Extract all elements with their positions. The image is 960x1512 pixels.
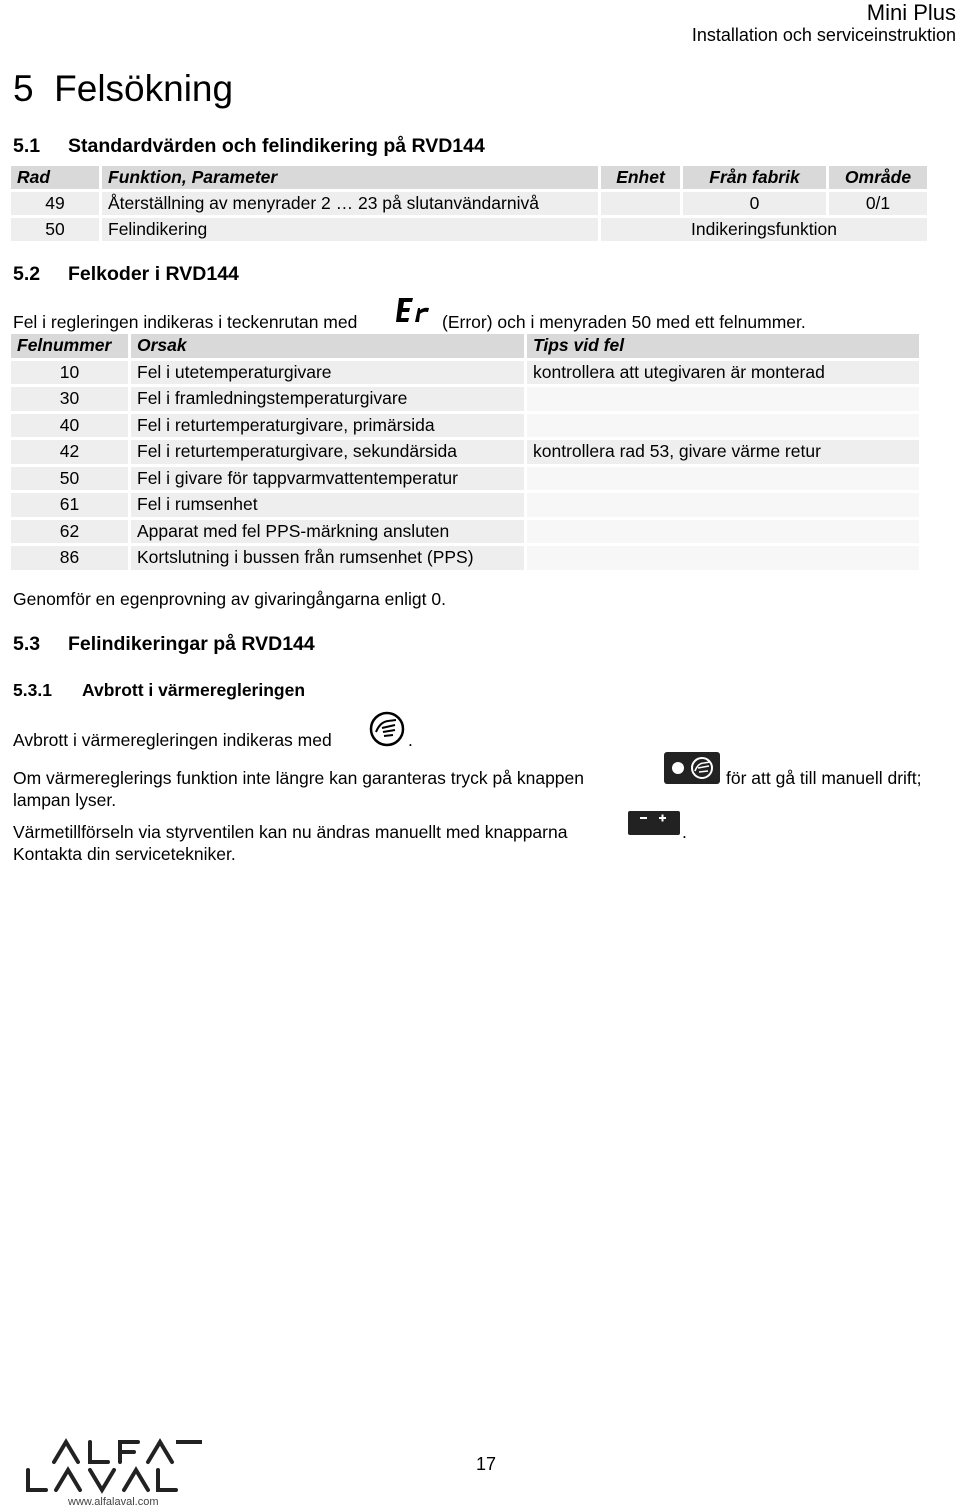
cell-indikering: Indikeringsfunktion (601, 218, 927, 241)
cell-tips (527, 546, 919, 570)
er-display-icon (396, 296, 436, 326)
col-omrade: Område (829, 166, 927, 189)
contact-text: Kontakta din servicetekniker. (13, 844, 236, 864)
cell-orsak: Apparat med fel PPS-märkning ansluten (131, 520, 524, 544)
interrupt-text-end: . (408, 730, 413, 750)
cell-felnummer: 40 (11, 414, 128, 438)
table-row (11, 440, 919, 464)
cell-orsak: Fel i returtemperaturgivare, sekundärsida (131, 440, 524, 464)
table-row (11, 520, 919, 544)
table-row (11, 192, 927, 215)
section-5-3-1-heading (13, 680, 305, 701)
cell-tips (527, 493, 919, 517)
self-test-note: Genomför en egenprovning av givaringångarna enligt 0. (13, 589, 446, 609)
cell-tips: kontrollera rad 53, givare värme retur (527, 440, 919, 464)
cell-felnummer: 50 (11, 467, 128, 491)
cell-enhet (601, 192, 680, 215)
error-intro-text-end: (Error) och i menyraden 50 med ett felnummer. (442, 312, 806, 332)
cell-felnummer: 10 (11, 361, 128, 385)
chapter-title: Felsökning (54, 68, 234, 109)
section-number: 5.1 (13, 135, 41, 157)
interrupt-text: Avbrott i värmeregleringen indikeras med (13, 730, 332, 750)
lamp-text: lampan lyser. (13, 790, 117, 810)
valve-text-end: . (682, 822, 687, 842)
cell-orsak: Fel i givare för tappvarmvattentemperatur (131, 467, 524, 491)
col-orsak: Orsak (131, 334, 524, 358)
cell-orsak: Fel i rumsenhet (131, 493, 524, 517)
col-funktion: Funktion, Parameter (102, 166, 598, 189)
error-intro-text: Fel i regleringen indikeras i teckenrutan med (13, 312, 358, 332)
cell-orsak: Fel i utetemperaturgivare (131, 361, 524, 385)
section-number: 5.2 (13, 263, 41, 285)
chapter-heading (13, 68, 233, 110)
cell-felnummer: 62 (11, 520, 128, 544)
error-codes-table (8, 331, 922, 573)
logo-url: www.alfalaval.com (68, 1496, 159, 1508)
cell-omrade: 0/1 (829, 192, 927, 215)
cell-rad: 50 (11, 218, 99, 241)
table-row (11, 414, 919, 438)
col-fabrik: Från fabrik (683, 166, 826, 189)
col-enhet: Enhet (601, 166, 680, 189)
plus-minus-buttons-icon (628, 811, 680, 835)
cell-felnummer: 61 (11, 493, 128, 517)
section-5-1-heading (13, 135, 485, 158)
section-5-2-heading (13, 263, 239, 286)
section-number: 5.3 (13, 633, 41, 655)
cell-tips: kontrollera att utegivaren är monterad (527, 361, 919, 385)
col-tips: Tips vid fel (527, 334, 919, 358)
section-title: Standardvärden och felindikering på RVD144 (68, 135, 485, 157)
cell-tips (527, 414, 919, 438)
manual-hand-icon (368, 710, 406, 748)
cell-felnummer: 86 (11, 546, 128, 570)
cell-funktion: Återställning av menyrader 2 … 23 på slutanvändarnivå (102, 192, 598, 215)
col-rad: Rad (11, 166, 99, 189)
header-doc-type: Installation och serviceinstruktion (691, 25, 956, 45)
cell-tips (527, 467, 919, 491)
table-header-row (11, 166, 927, 189)
cell-tips (527, 520, 919, 544)
standard-values-table (8, 163, 930, 244)
table-row (11, 467, 919, 491)
cell-felnummer: 30 (11, 387, 128, 411)
table-header-row (11, 334, 919, 358)
cell-fabrik: 0 (683, 192, 826, 215)
valve-text: Värmetillförseln via styrventilen kan nu ändras manuellt med knapparna (13, 822, 568, 842)
chapter-number: 5 (13, 68, 34, 109)
table-row (11, 387, 919, 411)
section-title: Felkoder i RVD144 (68, 263, 239, 285)
table-row (11, 361, 919, 385)
cell-orsak: Fel i returtemperaturgivare, primärsida (131, 414, 524, 438)
table-row (11, 546, 919, 570)
cell-orsak: Fel i framledningstemperaturgivare (131, 387, 524, 411)
cell-rad: 49 (11, 192, 99, 215)
section-title: Avbrott i värmeregleringen (82, 680, 306, 700)
col-felnummer: Felnummer (11, 334, 128, 358)
cell-tips (527, 387, 919, 411)
cell-felnummer: 42 (11, 440, 128, 464)
section-title: Felindikeringar på RVD144 (68, 633, 315, 655)
table-row (11, 218, 927, 241)
table-row (11, 493, 919, 517)
page-number: 17 (476, 1454, 497, 1474)
manual-mode-text: Om värmereglerings funktion inte längre kan garanteras tryck på knappen (13, 768, 584, 788)
manual-mode-text-end: för att gå till manuell drift; (726, 768, 922, 788)
cell-funktion: Felindikering (102, 218, 598, 241)
manual-button-icon (664, 752, 720, 784)
header-product: Mini Plus (866, 0, 956, 25)
section-number: 5.3.1 (13, 680, 52, 700)
cell-orsak: Kortslutning i bussen från rumsenhet (PPS) (131, 546, 524, 570)
section-5-3-heading (13, 633, 315, 656)
